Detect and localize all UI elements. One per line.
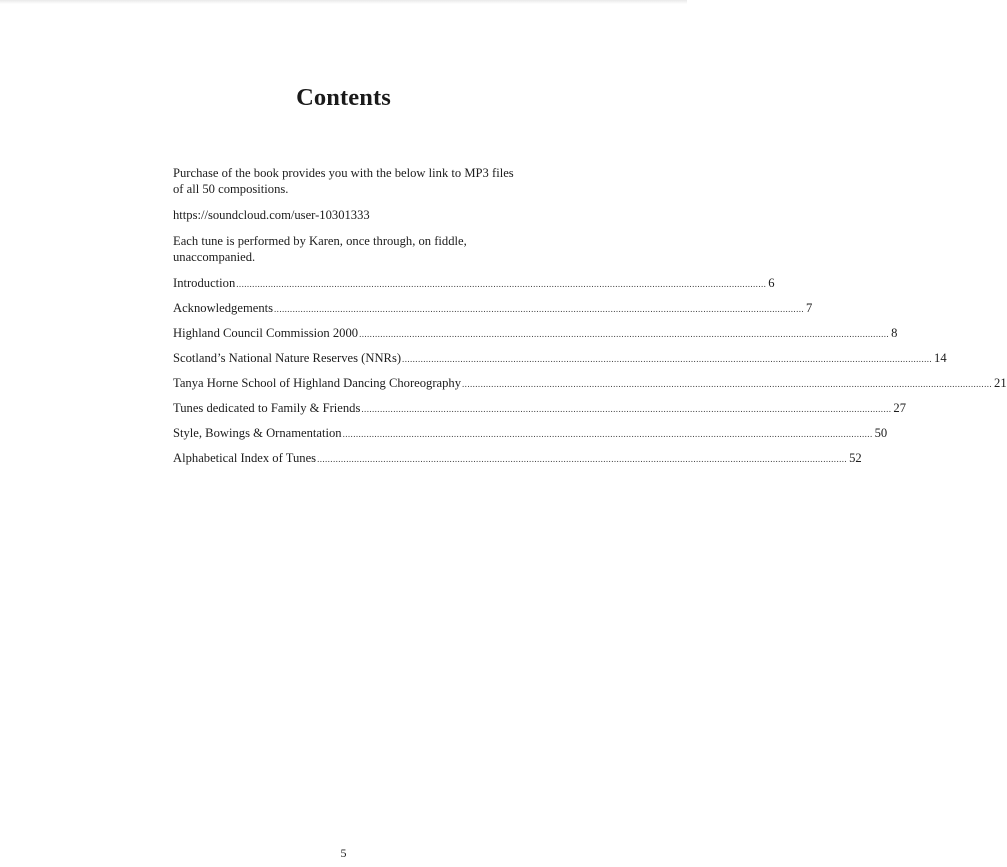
- toc-entry-style-bowings[interactable]: [173, 425, 888, 450]
- toc-leader-dots: ........................................................................................................................................................................................................: [236, 279, 767, 289]
- performance-note: Each tune is performed by Karen, once through, on fiddle, unaccompanied.: [173, 234, 467, 264]
- page-top-edge: [0, 0, 687, 4]
- toc-entry-alphabetical-index[interactable]: [173, 450, 862, 475]
- toc-entry-page: 14: [934, 351, 947, 365]
- toc-entry-page: 50: [874, 426, 888, 440]
- page-title: Contents: [296, 84, 391, 111]
- toc-entry-label: Acknowledgements: [173, 301, 274, 315]
- contents-body: [173, 165, 1007, 475]
- toc-entry-page: 21: [994, 376, 1007, 390]
- toc-entry-family-friends[interactable]: [173, 400, 906, 425]
- toc-entry-label: Tunes dedicated to Family & Friends: [173, 401, 361, 415]
- toc-entry-label: Tanya Horne School of Highland Dancing Choreography: [173, 376, 462, 390]
- toc-leader-dots: ........................................................................................................................................................................................................: [342, 429, 873, 439]
- toc-entry-dancing-choreography[interactable]: [173, 375, 1007, 400]
- toc-leader-dots: ........................................................................................................................................................................................................: [359, 329, 890, 339]
- toc-entry-page: 7: [806, 301, 813, 315]
- intro-paragraph: Purchase of the book provides you with the below link to MP3 files of all 50 compositions.: [173, 166, 514, 196]
- toc-entry-label: Highland Council Commission 2000: [173, 326, 359, 340]
- toc-entry-nature-reserves[interactable]: [173, 350, 947, 375]
- soundcloud-link[interactable]: https://soundcloud.com/user-10301333: [173, 208, 370, 222]
- toc-entry-highland-council[interactable]: [173, 325, 898, 350]
- toc-entry-acknowledgements[interactable]: [173, 300, 813, 325]
- toc-entry-label: Scotland’s National Nature Reserves (NNRs): [173, 351, 402, 365]
- toc-entry-page: 52: [849, 451, 862, 465]
- toc-entry-label: Introduction: [173, 276, 236, 290]
- toc-entry-page: 27: [893, 401, 906, 415]
- toc-entry-page: 8: [891, 326, 898, 340]
- toc-leader-dots: ........................................................................................................................................................................................................: [361, 404, 892, 414]
- toc-leader-dots: ........................................................................................................................................................................................................: [317, 454, 848, 464]
- toc-leader-dots: ........................................................................................................................................................................................................: [274, 304, 805, 314]
- toc-entry-page: 6: [768, 276, 775, 290]
- toc-entry-label: Style, Bowings & Ornamentation: [173, 426, 342, 440]
- toc-entry-introduction[interactable]: [173, 275, 775, 300]
- table-of-contents: [173, 275, 1007, 475]
- toc-leader-dots: ........................................................................................................................................................................................................: [462, 379, 993, 389]
- toc-entry-label: Alphabetical Index of Tunes: [173, 451, 317, 465]
- page-number: 5: [340, 846, 347, 860]
- toc-leader-dots: ........................................................................................................................................................................................................: [402, 354, 933, 364]
